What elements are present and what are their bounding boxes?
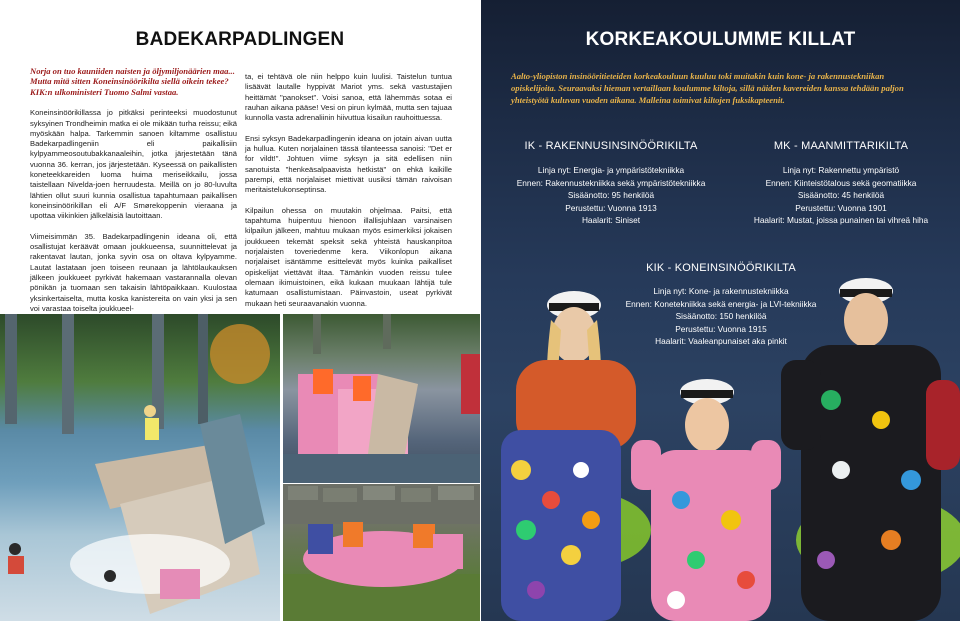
guild-mk-line: Linja nyt: Rakennettu ympäristö xyxy=(782,165,900,176)
guild-mk-line: Sisäänotto: 45 henkilöä xyxy=(797,190,885,201)
guild-ik-line: Sisäänotto: 95 henkilöä xyxy=(567,190,655,201)
guilds-intro: Aalto-yliopiston insinööritieteiden korkeakouluun kuuluu toki muitakin kuin kone- ja rakennustekniikan opiskelijoita. Seuraavaksi hieman vertaillaan koulumme kiltoja, sillä näiden kavereiden kanssa tehdään paljon yhteistyötä kuluvan vuoden aikana. Malleina toimivat kiltojen fuksikapteenit. xyxy=(511,71,904,105)
guild-ik-line: Linja nyt: Energia- ja ympäristötekniikka xyxy=(537,165,685,176)
article-column-2 xyxy=(245,72,452,319)
right-page-title: KORKEAKOULUMME KILLAT xyxy=(585,29,856,50)
article-paragraph-4: Ensi syksyn Badekarpadlingenin ideana on jotain aivan uutta ja hullua. Kuten norjalainen tässä tilanteessa sanoisi: "Det er for vildt!". Johtuen viime syksyn ja sitä edellisen niin sanotuista "henkeäsalpaavista hetkistä" on ehkä kaikille parempi, että norjalaiset miettivät uusiksi tämän raivoisan meritaistelukonseptinsa. xyxy=(245,133,452,195)
guild-ik-line: Perustettu: Vuonna 1913 xyxy=(565,202,657,213)
article-paragraph-3: ta, ei tehtävä ole niin helppo kuin luulisi. Taistelun tuntua lisäävät lautalle hyppivät Mariot yms. sekä vastustajien heittämät "panokset". Voisi sanoa, että lähemmäs sotaa ei rauhan aikana pääse! Vesi on pirun kylmää, mutta sen tajuaa kunnolla vasta adrenaliinin hiivuttua kisailun rauhoittuessa. xyxy=(245,72,452,123)
guild-ik-title: IK - RAKENNUSINSINÖÖRIKILTA xyxy=(524,140,698,152)
guild-kik-line: Haalarit: Vaaleanpunaiset aka pinkit xyxy=(655,336,787,347)
left-page-title: BADEKARPADLINGEN xyxy=(135,29,345,50)
article-paragraph-1: Koneinsinöörikillassa jo pitkäksi perinteeksi muodostunut syksyinen Trondheimin matka ei ole mikään turha reissu; eikä myöskään halpa. Tarkemmin sanoen kiltamme osallistuu Badekarpadlingeniin eli paikallisiin kylpyammeosoutubakkanaaleihin, jotka järjestetään tänä vuonna 36. kerran, jos järjestetään. Kyseessä on paikallisten koneteekkareiden luoma huima meriseikkailu, jossa taistellaan Nivelda-joen herruudesta. Meillä on jo 80-luvulta lähtien ollut suuri kunnia osallistua tapahtumaan paikallisen koneinsinöörikillan eli A/F Smørekoppenin vieraana ja upottaa viikinkien jälkeläisiä lautoittaan. xyxy=(30,108,237,221)
guild-kik xyxy=(591,262,851,347)
guild-ik-line: Ennen: Rakennustekniikka sekä ympäristötekniikka xyxy=(516,177,706,188)
pink-team-raft-photo xyxy=(283,314,480,483)
guild-mk xyxy=(726,140,956,226)
guild-kik-line: Sisäänotto: 150 henkilöä xyxy=(675,311,767,322)
guild-kik-title: KIK - KONEINSINÖÖRIKILTA xyxy=(646,262,796,274)
group-on-grass-photo xyxy=(283,484,480,621)
green-chair xyxy=(501,490,651,570)
article-lead: Norja on tuo kauniiden naisten ja öljymiljonäärien maa... Mutta mitä sitten Koneinsinöörikilta siellä oikein tekee? KIK:n ulkoministeri Tuomo Salmi vastaa. xyxy=(30,66,235,97)
guild-mk-line: Haalarit: Mustat, joissa punainen tai vihreä hiha xyxy=(753,215,929,226)
guild-mk-line: Perustettu: Vuonna 1901 xyxy=(795,202,887,213)
captain-kik xyxy=(631,379,781,621)
guild-kik-line: Linja nyt: Kone- ja rakennustekniikka xyxy=(653,286,789,297)
right-page xyxy=(481,0,960,621)
green-chair xyxy=(796,495,960,585)
raft-race-photo xyxy=(0,314,280,621)
guild-ik xyxy=(496,140,726,226)
guild-kik-line: Perustettu: Vuonna 1915 xyxy=(675,323,767,334)
article-column-1 xyxy=(30,66,237,324)
guild-mk-title: MK - MAANMITTARIKILTA xyxy=(773,140,909,152)
guild-kik-line: Ennen: Konetekniikka sekä energia- ja LVI-tekniikka xyxy=(625,298,817,309)
article-paragraph-5: Kilpailun ohessa on muutakin ohjelmaa. Paitsi, että tapahtuma huipentuu hienoon illallisjuhlaan varsinaisen kilpailun jälkeen, mahtuu mukaan myös esimerkiksi jokaisen joukkueen tekemät speksit sekä yhteistä hauskanpitoa norjalaisten toveriedenme kera. Viikonlopun aikana norjalaiset isäntämme esittelevät myös kuinka paikalliset opiskelijat viettävät iltaa. Tämänkin vuoden reissu tulee olemaan ikimuistoinen, eikä kukaan muukaan lähtijä tule katumaan osallistumistaan. Päinvastoin, useat pyrkivät mukaan heti seuraavanakin vuonna. xyxy=(245,205,452,308)
guild-ik-line: Haalarit: Siniset xyxy=(581,215,641,226)
guild-mk-line: Ennen: Kiinteistötalous sekä geomatiikka xyxy=(765,177,917,188)
article-paragraph-2: Viimeisimmän 35. Badekarpadlingenin ideana oli, että osallistujat keräävät omaan joukkueensa, suunnittelevat ja rakentavat lautan, jonka syvin osa on oltava kylpyamme. Lautat lastataan joen toiseen reunaan ja lähtölaukauksen jälkeen joukkueet pyrkivät hakemaan vastarannalla olevan pönikän ja tuomaan sen takaisin lähtöpaikkaan. Kuulostaa yksinkertaiselta, mutta koska kanistereita on vain yksi ja sen voi varastaa toiselta joukkueel- xyxy=(30,231,237,313)
